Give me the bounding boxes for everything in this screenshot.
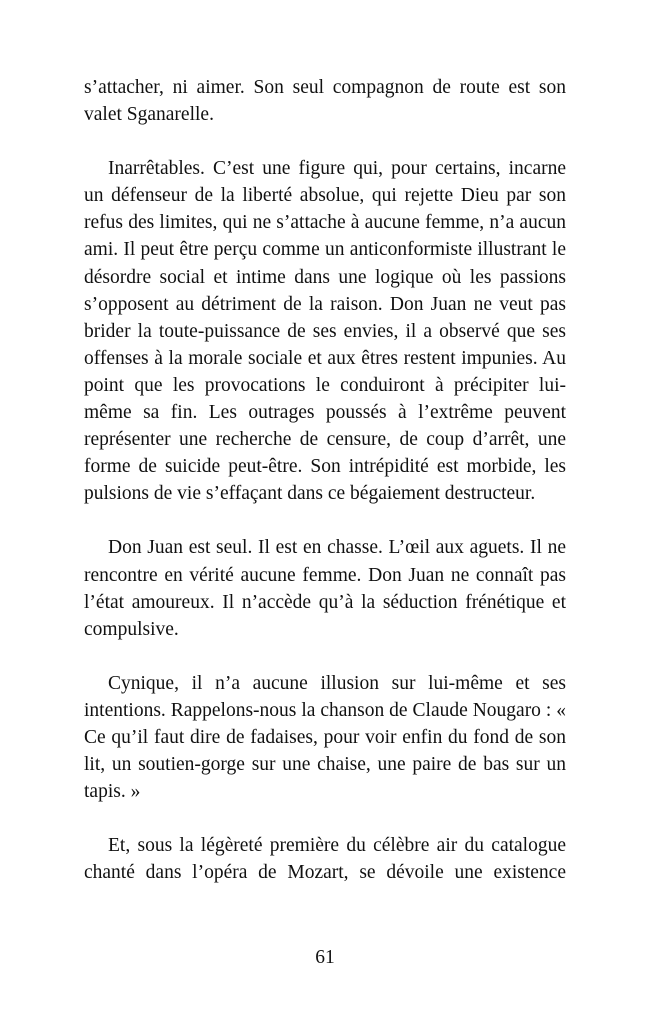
paragraph-continuation: s’attacher, ni aimer. Son seul compagnon de route est son valet Sganarelle. [84, 77, 566, 126]
paragraph: Inarrêtables. C’est une figure qui, pour certains, incarne un défenseur de la liberté absolue, qui rejette Dieu par son refus des limites, qui ne s’attache à aucune femme, n’a aucun ami. Il peut être perçu comme un anticonformiste illustrant le désordre social et intime dans une logique où les passions s’opposent au détriment de la raison. Don Juan ne veut pas brider la toute-puissance de ses envies, il a observé que ses offenses à la morale sociale et aux êtres restent impunies. Au point que les provocations le conduiront à précipiter lui-même sa fin. Les outrages poussés à l’extrême peuvent représenter une recherche de censure, de coup d’arrêt, une forme de suicide peut-être. Son intrépidité est morbide, les pulsions de vie s’effaçant dans ce bégaiement destructeur. [84, 158, 566, 505]
paragraph: Don Juan est seul. Il est en chasse. L’œil aux aguets. Il ne rencontre en vérité aucune femme. Don Juan ne connaît pas l’état amoureux. Il n’accède qu’à la séduction frénétique et compulsive. [84, 537, 566, 640]
page-number: 61 [315, 947, 335, 968]
body-text [84, 74, 566, 913]
paragraph: Cynique, il n’a aucune illusion sur lui-même et ses intentions. Rappelons-nous la chanson de Claude Nougaro : « Ce qu’il faut dire de fadaises, pour voir enfin du fond de son lit, un soutien-gorge sur une chaise, une paire de bas sur un tapis. » [84, 672, 566, 803]
paragraph: Et, sous la légèreté première du célèbre air du catalogue chanté dans l’opéra de Mozart, se dévoile une existence [84, 835, 566, 884]
